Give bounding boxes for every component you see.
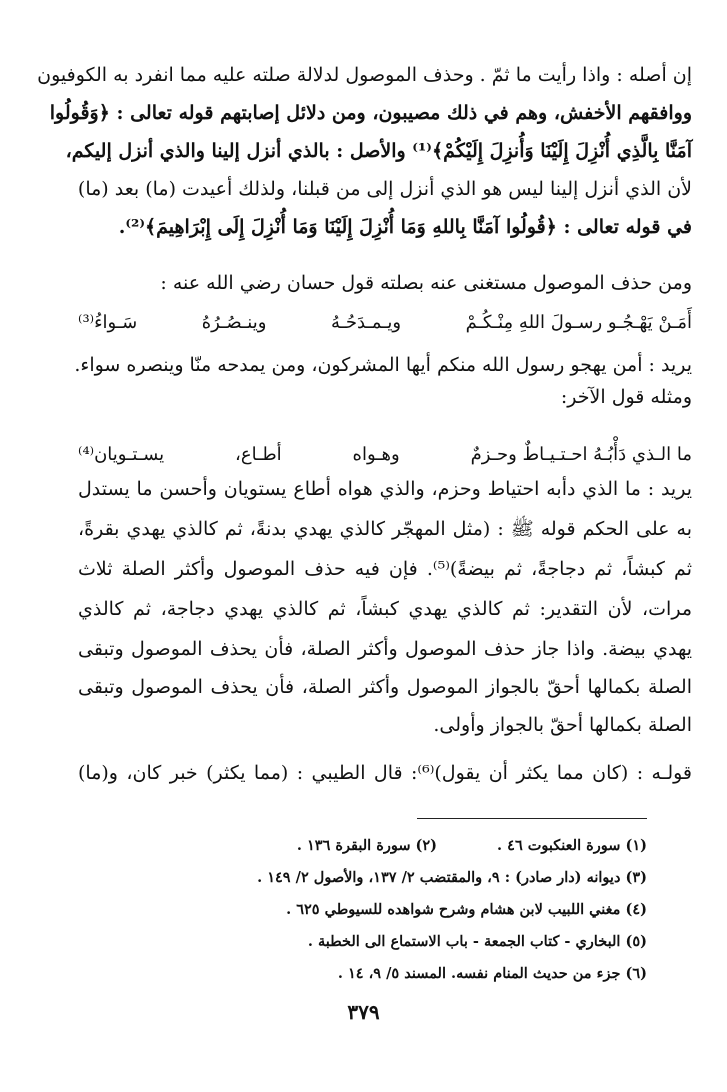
footnote-separator bbox=[417, 818, 647, 819]
verse-1-part-2: ويـمـدَحُـهُ bbox=[330, 312, 402, 333]
verse-2-part-4: يسـتـويان⁽⁴⁾ bbox=[78, 444, 165, 465]
body-line-2: ووافقهم الأخفش، وهم في ذلك مصيبون، ومن دلائل إصابتهم قوله تعالى : ﴿وَقُولُوا bbox=[49, 102, 692, 124]
verse-2-part-1: ما الـذي دَأْبُـهُ احـتـيـاطٌ وحـزمٌ bbox=[470, 444, 692, 465]
footnote-1: (١) سورة العنكبوت ٤٦ . bbox=[497, 837, 647, 854]
page-number: ٣٧٩ bbox=[347, 1000, 380, 1024]
verse-1-part-3: وينـصُـرُهُ bbox=[201, 312, 267, 333]
footnotes-row-1 bbox=[297, 832, 647, 860]
body-line-16: قولـه : (كان مما يكثر أن يقول)⁽⁶⁾: قال الطيبي : (مما يكثر) خبر كان، و(ما) bbox=[78, 762, 693, 784]
verse-1-part-4: سَـواءُ⁽³⁾ bbox=[78, 312, 138, 333]
footnote-5: (٥) البخاري - كتاب الجمعة - باب الاستماع الى الخطبة . bbox=[307, 933, 647, 950]
body-line-14: الصلة بكمالها أحقّ بالجواز الموصول وأكثر الصلة، فأن يحذف الموصول وتبقى bbox=[78, 676, 692, 698]
footnote-6: (٦) جزء من حديث المنام نفسه. المسند ٥/ ٩، ١٤ . bbox=[337, 965, 647, 982]
footnote-4: (٤) مغني اللبيب لابن هشام وشرح شواهده للسيوطي ٦٢٥ . bbox=[286, 901, 647, 918]
body-line-8: ومثله قول الآخر: bbox=[560, 386, 692, 408]
footnote-3: (٣) ديوانه (دار صادر) : ٩، والمقتضب ٢/ ١٣٧، والأصول ٢/ ١٤٩ . bbox=[257, 869, 647, 886]
body-line-6: ومن حذف الموصول مستغنى عنه بصلته قول حسان رضي الله عنه : bbox=[160, 272, 692, 294]
body-line-10: به على الحكم قوله ﷺ : (مثل المهجّر كالذي يهدي بدنةً، ثم كالذي يهدي بقرةً، bbox=[78, 518, 692, 540]
body-line-5: في قوله تعالى : ﴿قُولُوا آمَنَّا بِاللهِ وَمَا أُنْزِلَ إِلَيْنَا وَمَا أُنْزِلَ إِلَى إِبْرَاهِيمَ﴾⁽²⁾. bbox=[118, 216, 692, 238]
verse-2 bbox=[78, 438, 692, 472]
body-line-11: ثم كبشاً، ثم دجاجةً، ثم بيضةً)⁽⁵⁾. فإن فيه حذف الموصول وأكثر الصلة ثلاث bbox=[78, 558, 692, 580]
body-line-7: يريد : أمن يهجو رسول الله منكم أيها المشركون، ومن يمدحه منّا وينصره سواء. bbox=[74, 354, 692, 376]
body-line-12: مرات، لأن التقدير: ثم كالذي يهدي كبشاً، ثم كالذي يهدي دجاجة، ثم كالذي bbox=[78, 598, 692, 620]
body-line-9: يريد : ما الذي دأبه احتياط وحزم، والذي هواه أطاع يستويان وأحسن ما يستدل bbox=[78, 478, 692, 500]
verse-2-part-3: أطـاع، bbox=[235, 444, 282, 465]
body-line-13: يهدي بيضة. واذا جاز حذف الموصول وأكثر الصلة، فأن يحذف الموصول وتبقى bbox=[78, 638, 692, 660]
body-line-4: لأن الذي أنزل إلينا ليس هو الذي أنزل إلى من قبلنا، ولذلك أعيدت (ما) بعد (ما) bbox=[77, 178, 692, 200]
body-line-1: إن أصله : واذا رأيت ما ثمّ . وحذف الموصول لدلالة صلته عليه مما انفرد به الكوفيون bbox=[37, 64, 692, 86]
verse-1-part-1: أَمَـنْ يَهْـجُـو رسـولَ اللهِ مِنْـكُـمْ bbox=[465, 312, 692, 333]
footnote-2: (٢) سورة البقرة ١٣٦ . bbox=[296, 837, 438, 854]
verse-1 bbox=[78, 306, 692, 340]
body-line-3: آمَنَّا بِالَّذِي أُنْزِلَ إِلَيْنَا وَأُنزِلَ إِلَيْكُمْ﴾⁽¹⁾ والأصل : بالذي أنزل إلينا والذي أنزل إليكم، bbox=[65, 140, 692, 162]
body-line-15: الصلة بكمالها أحقّ بالجواز وأولى. bbox=[433, 714, 692, 736]
verse-2-part-2: وهـواه bbox=[352, 444, 400, 465]
